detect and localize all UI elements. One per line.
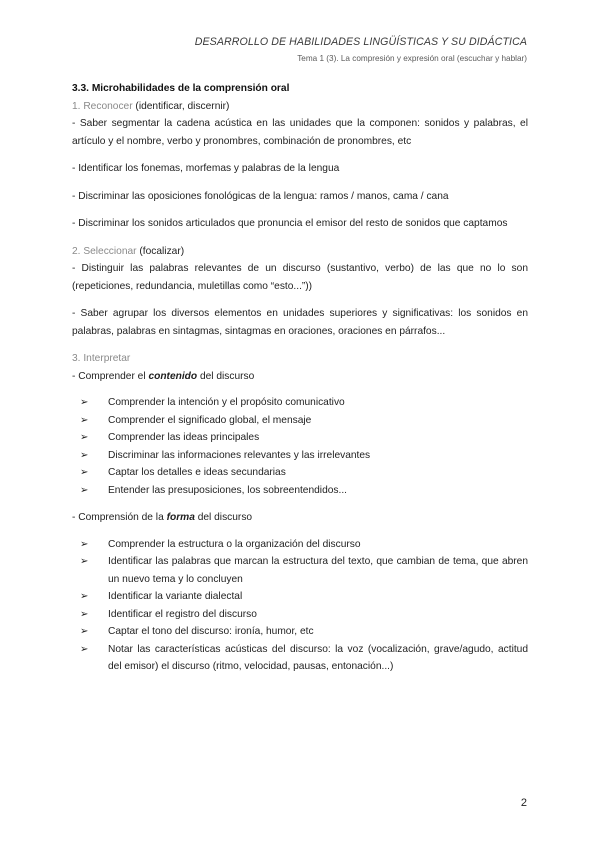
list-item xyxy=(72,429,528,447)
select-item: - Saber agrupar los diversos elementos en unidades superiores y significativas: los sonidos en palabras, palabras en sintagmas, sintagmas en oraciones, oraciones en párrafos... xyxy=(72,308,528,337)
list-item-text: Discriminar las informaciones relevantes y las irrelevantes xyxy=(108,449,371,461)
list-item xyxy=(72,394,528,412)
recognize-label: 1. Reconocer xyxy=(72,100,133,112)
recognize-item: - Saber segmentar la cadena acústica en las unidades que la componen: sonidos y palabras, el artículo y el nombre, verbo y pronombres, combinación de pronombres, etc xyxy=(72,118,528,147)
arrow-bullet-icon: ➢ xyxy=(80,556,89,567)
form-intro xyxy=(72,509,528,527)
arrow-bullet-icon: ➢ xyxy=(80,626,89,637)
recognize-paren: (identificar, discernir) xyxy=(132,100,230,112)
content-intro-before: - Comprender el xyxy=(72,370,149,382)
list-item-text: Identificar el registro del discurso xyxy=(108,608,257,620)
arrow-bullet-icon: ➢ xyxy=(80,414,89,426)
header-subtitle: Tema 1 (3). La compresión y expresión oral (escuchar y hablar) xyxy=(297,54,527,63)
form-intro-emph: forma xyxy=(166,512,195,523)
arrow-bullet-icon: ➢ xyxy=(80,449,89,461)
list-item-text: Comprender las ideas principales xyxy=(108,432,260,443)
page-number: 2 xyxy=(520,797,527,809)
list-item-text: Identificar la variante dialectal xyxy=(108,591,243,602)
select-heading xyxy=(72,243,528,261)
form-intro-before: - Comprensión de la xyxy=(72,512,167,523)
arrow-bullet-icon: ➢ xyxy=(80,643,89,655)
list-item xyxy=(72,464,528,482)
list-item xyxy=(72,606,528,624)
page-body xyxy=(72,80,528,676)
list-item-text: Comprender la estructura o la organización del discurso xyxy=(108,538,361,550)
content-intro-emph: contenido xyxy=(148,370,198,382)
list-item-text: Comprender la intención y el propósito comunicativo xyxy=(108,397,345,408)
form-list xyxy=(72,536,528,676)
list-item xyxy=(72,412,528,430)
content-intro-after: del discurso xyxy=(197,370,255,382)
select-paren: (focalizar) xyxy=(136,245,185,257)
section-heading: 3.3. Microhabilidades de la comprensión oral xyxy=(72,83,290,94)
header-title: DESARROLLO DE HABILIDADES LINGÜÍSTICAS Y SU DIDÁCTICA xyxy=(194,36,527,48)
arrow-bullet-icon: ➢ xyxy=(80,484,89,496)
arrow-bullet-icon: ➢ xyxy=(80,397,89,408)
form-intro-after: del discurso xyxy=(194,512,253,523)
content-intro xyxy=(72,368,528,386)
list-item-text: Entender las presuposiciones, los sobreentendidos... xyxy=(108,484,347,496)
list-item xyxy=(72,588,528,606)
select-label: 2. Seleccionar xyxy=(72,245,137,257)
list-item xyxy=(72,447,528,465)
recognize-item: - Discriminar los sonidos articulados que pronuncia el emisor del resto de sonidos que captamos xyxy=(72,218,508,229)
arrow-bullet-icon: ➢ xyxy=(80,591,89,602)
select-item: - Distinguir las palabras relevantes de un discurso (sustantivo, verbo) de las que no lo son (repeticiones, redundancia, muletillas como “esto...”)) xyxy=(72,263,528,292)
list-item-text: Captar los detalles e ideas secundarias xyxy=(108,467,286,478)
interpret-heading: 3. Interpretar xyxy=(72,353,131,364)
list-item-text: Notar las características acústicas del discurso: la voz (vocalización, grave/agudo, actitud del emisor) el discurso (ritmo, velocidad, pausas, entonación...) xyxy=(108,643,528,672)
list-item xyxy=(72,553,528,588)
content-list xyxy=(72,394,528,499)
list-item xyxy=(72,482,528,500)
arrow-bullet-icon: ➢ xyxy=(80,608,89,620)
arrow-bullet-icon: ➢ xyxy=(80,467,89,478)
list-item-text: Identificar las palabras que marcan la estructura del texto, que cambian de tema, que abren un nuevo tema y lo concluyen xyxy=(108,556,528,585)
arrow-bullet-icon: ➢ xyxy=(80,432,89,443)
recognize-heading xyxy=(72,98,528,116)
list-item xyxy=(72,536,528,554)
arrow-bullet-icon: ➢ xyxy=(80,538,89,550)
recognize-item: - Discriminar las oposiciones fonológicas de la lengua: ramos / manos, cama / cana xyxy=(72,190,449,202)
list-item xyxy=(72,623,528,641)
list-item xyxy=(72,641,528,676)
recognize-item: - Identificar los fonemas, morfemas y palabras de la lengua xyxy=(72,163,340,174)
list-item-text: Captar el tono del discurso: ironía, humor, etc xyxy=(108,626,314,637)
list-item-text: Comprender el significado global, el mensaje xyxy=(108,414,312,426)
